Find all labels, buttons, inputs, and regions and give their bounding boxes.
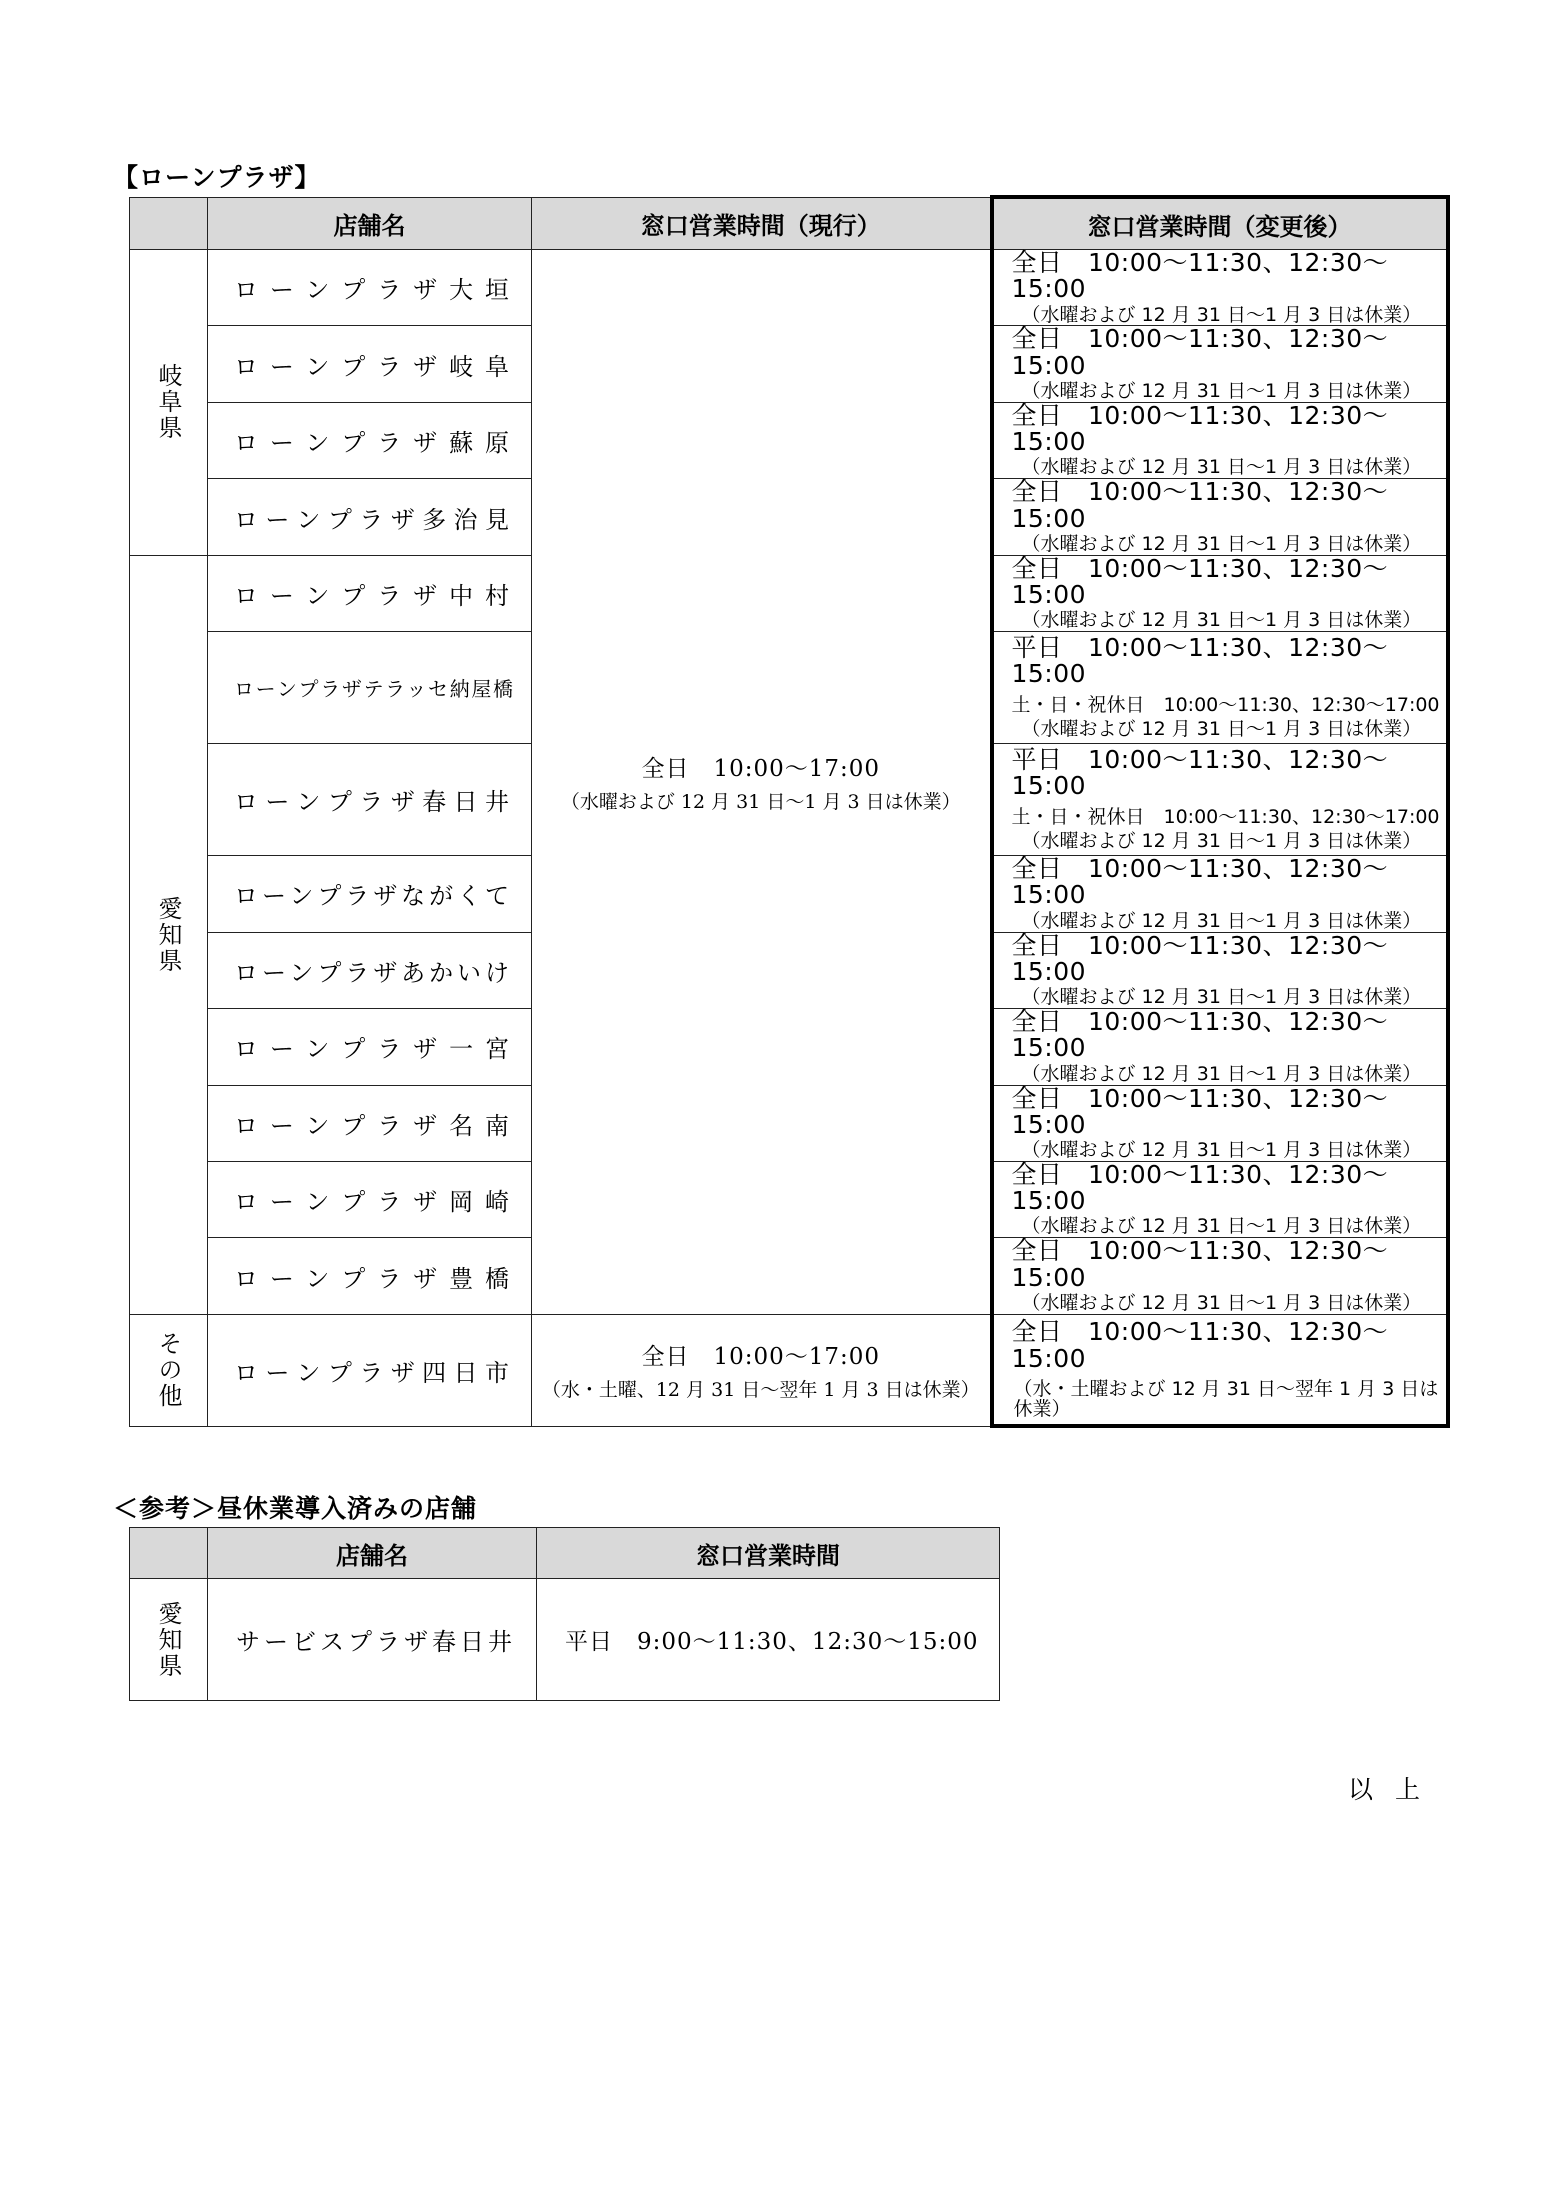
new-hours-note: （水曜および 12 月 31 日～1 月 3 日は休業）: [1021, 830, 1422, 853]
store-name: ローンプラザあかいけ: [234, 958, 509, 987]
store-cell: [208, 555, 532, 631]
store-name: ローンプラザ多治見: [234, 505, 509, 534]
store-cell: [208, 479, 532, 555]
new-hours-line: 全日 10:00～11:30、12:30～15:00: [1011, 553, 1389, 609]
pref-cell: [130, 250, 208, 556]
new-hours-cell: [992, 402, 1448, 478]
new-hours-line: 全日 10:00～11:30、12:30～15:00: [1011, 1159, 1389, 1216]
ref-hours-cell: [537, 1579, 1000, 1701]
current-hours-line1: 全日 10:00～17:00: [641, 755, 881, 782]
new-hours-note: （水曜および 12 月 31 日～1 月 3 日は休業）: [1021, 909, 1422, 932]
new-hours-cell: [992, 326, 1448, 402]
ref-row: [130, 1579, 1000, 1701]
store-cell: [208, 1085, 532, 1161]
ref-header-hours: 窓口営業時間: [537, 1528, 1000, 1579]
store-cell: [208, 932, 532, 1008]
current-hours-other-line1: 全日 10:00～17:00: [641, 1344, 881, 1371]
new-hours-line: 全日 10:00～11:30、12:30～15:00: [1011, 1007, 1389, 1063]
new-hours-note: （水曜および 12 月 31 日～1 月 3 日は休業）: [1021, 986, 1422, 1009]
pref-label-other: その他: [154, 1331, 182, 1410]
new-hours-note: （水曜および 12 月 31 日～1 月 3 日は休業）: [1021, 1215, 1422, 1238]
ref-store-cell: [208, 1579, 537, 1701]
ref-header-store: 店舗名: [208, 1528, 537, 1579]
new-hours-line: 全日 10:00～11:30、12:30～15:00: [1011, 248, 1389, 304]
store-cell-other: [208, 1314, 532, 1426]
header-new-hours: 窓口営業時間（変更後）: [992, 197, 1448, 250]
new-hours-note: （水曜および 12 月 31 日～1 月 3 日は休業）: [1021, 532, 1422, 555]
new-hours-note: （水曜および 12 月 31 日～1 月 3 日は休業）: [1021, 1291, 1422, 1314]
new-hours-weekend: 土・日・祝休日 10:00～11:30、12:30～17:00: [1011, 805, 1440, 828]
table-row-other: [130, 1314, 1448, 1426]
pref-label: 岐阜県: [154, 363, 182, 442]
current-hours-line2: （水曜および 12 月 31 日～1 月 3 日は休業）: [560, 790, 961, 813]
store-cell: [208, 402, 532, 478]
new-hours-line: 全日 10:00～11:30、12:30～15:00: [1011, 854, 1389, 910]
new-hours-line: 平日 10:00～11:30、12:30～15:00: [1011, 745, 1389, 801]
new-hours-note: （水曜および 12 月 31 日～1 月 3 日は休業）: [1021, 379, 1422, 402]
new-hours-weekend: 土・日・祝休日 10:00～11:30、12:30～17:00: [1011, 693, 1440, 716]
new-hours-note: （水曜および 12 月 31 日～1 月 3 日は休業）: [1021, 1062, 1422, 1085]
new-hours-line: 全日 10:00～11:30、12:30～15:00: [1011, 930, 1389, 986]
ref-store-name: サービスプラザ春日井: [236, 1628, 512, 1656]
new-hours-line: 平日 10:00～11:30、12:30～15:00: [1011, 633, 1389, 689]
current-hours-other-line2: （水・土曜、12 月 31 日～翌年 1 月 3 日は休業）: [541, 1379, 980, 1402]
section2-title: ＜参考＞昼休業導入済みの店舗: [113, 1494, 478, 1523]
header-blank: [130, 197, 208, 250]
ref-pref-cell: [130, 1579, 208, 1701]
current-hours-cell-other: [532, 1314, 992, 1426]
store-cell: [208, 856, 532, 932]
new-hours-cell: [992, 932, 1448, 1008]
table-header-row: [130, 197, 1448, 250]
new-hours-note: （水曜および 12 月 31 日～1 月 3 日は休業）: [1021, 303, 1422, 326]
new-hours-cell-other: [992, 1314, 1448, 1426]
store-name: ローンプラザテラッセ納屋橋: [234, 677, 513, 702]
header-store: 店舗名: [208, 197, 532, 250]
ref-pref: 愛知県: [154, 1600, 182, 1679]
store-name: ローンプラザながくて: [234, 882, 509, 911]
new-hours-cell: [992, 856, 1448, 932]
new-hours-cell: [992, 632, 1448, 744]
new-hours-note: （水曜および 12 月 31 日～1 月 3 日は休業）: [1021, 1139, 1422, 1161]
store-name: ローンプラザ蘇原: [234, 429, 509, 458]
new-hours-note: （水曜および 12 月 31 日～1 月 3 日は休業）: [1021, 609, 1422, 632]
new-hours-cell: [992, 1161, 1448, 1237]
pref-cell-other: [130, 1314, 208, 1426]
store-name: ローンプラザ豊橋: [234, 1264, 509, 1293]
reference-table: [129, 1527, 1000, 1701]
store-cell: [208, 1161, 532, 1237]
new-hours-other-note: （水・土曜および 12 月 31 日～翌年 1 月 3 日は休業）: [1013, 1377, 1439, 1420]
store-cell: [208, 326, 532, 402]
store-name: ローンプラザ一宮: [234, 1035, 509, 1064]
new-hours-cell: [992, 555, 1448, 631]
loan-plaza-table: [129, 195, 1450, 1428]
new-hours-note: （水曜および 12 月 31 日～1 月 3 日は休業）: [1021, 456, 1422, 479]
store-name: ローンプラザ大垣: [234, 276, 509, 305]
ref-hours: 平日 9:00～11:30、12:30～15:00: [565, 1629, 979, 1655]
section1-title: 【ローンプラザ】: [113, 163, 321, 192]
header-current-hours: 窓口営業時間（現行）: [532, 197, 992, 250]
store-name: ローンプラザ名南: [234, 1111, 509, 1140]
store-cell: [208, 1238, 532, 1314]
store-cell: [208, 250, 532, 326]
new-hours-cell: [992, 250, 1448, 326]
store-cell: [208, 744, 532, 856]
new-hours-line: 全日 10:00～11:30、12:30～15:00: [1011, 1083, 1389, 1139]
closing-text: 以上: [1347, 1775, 1442, 1804]
new-hours-cell: [992, 1085, 1448, 1161]
new-hours-line: 全日 10:00～11:30、12:30～15:00: [1011, 1236, 1389, 1292]
pref-cell: [130, 555, 208, 1314]
ref-header-blank: [130, 1528, 208, 1579]
store-name-other: ローンプラザ四日市: [234, 1358, 509, 1387]
new-hours-line: 全日 10:00～11:30、12:30～15:00: [1011, 400, 1389, 457]
current-hours-cell: [532, 250, 992, 1315]
new-hours-cell: [992, 479, 1448, 555]
new-hours-cell: [992, 1238, 1448, 1314]
new-hours-line: 全日 10:00～11:30、12:30～15:00: [1011, 477, 1389, 533]
store-name: ローンプラザ春日井: [234, 788, 509, 817]
new-hours-cell: [992, 744, 1448, 856]
pref-label: 愛知県: [154, 895, 182, 974]
table-row: [130, 250, 1448, 326]
store-cell: [208, 632, 532, 744]
new-hours-note: （水曜および 12 月 31 日～1 月 3 日は休業）: [1021, 718, 1422, 741]
new-hours-cell: [992, 1009, 1448, 1085]
ref-header-row: [130, 1528, 1000, 1579]
store-cell: [208, 1009, 532, 1085]
new-hours-line: 全日 10:00～11:30、12:30～15:00: [1011, 324, 1389, 380]
store-name: ローンプラザ岐阜: [234, 352, 509, 381]
new-hours-other-line1: 全日 10:00～11:30、12:30～15:00: [1011, 1317, 1389, 1373]
store-name: ローンプラザ中村: [234, 581, 509, 610]
store-name: ローンプラザ岡崎: [234, 1188, 509, 1217]
